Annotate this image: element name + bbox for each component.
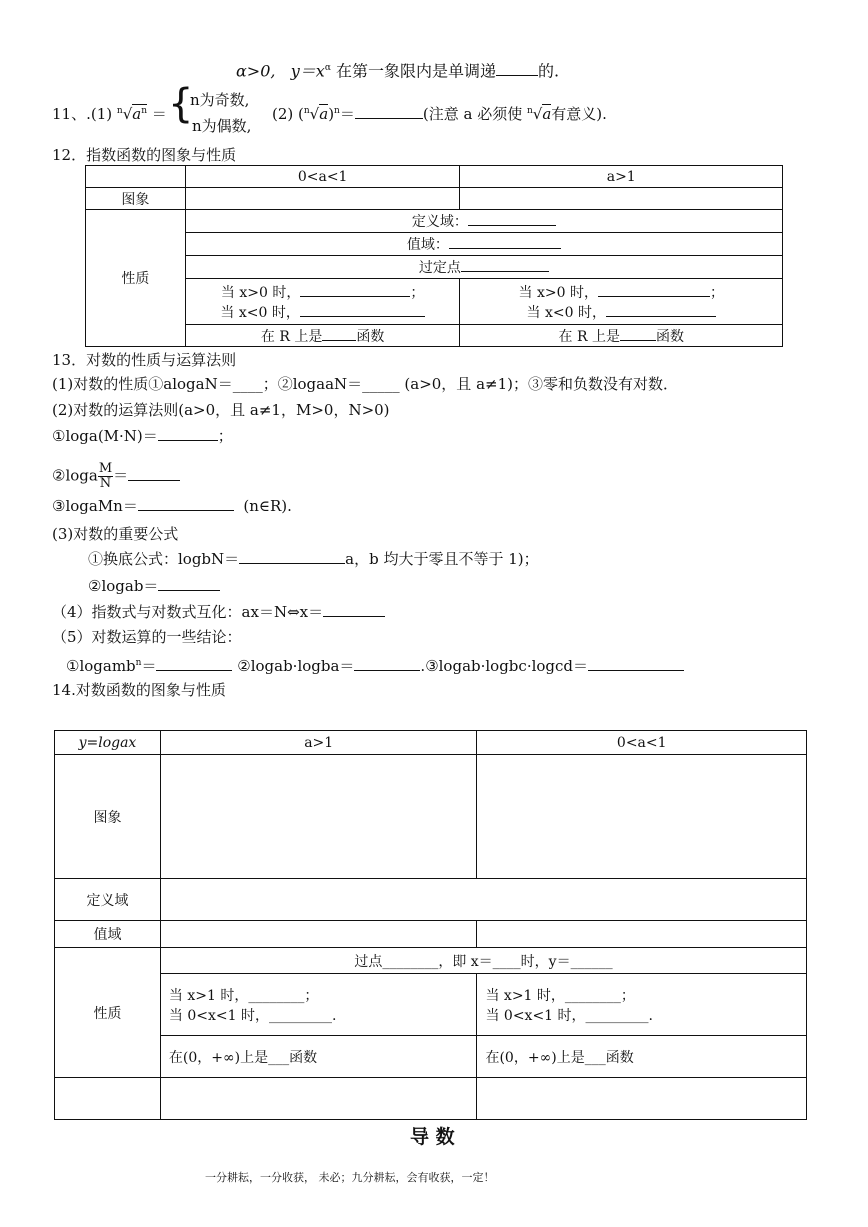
fraction-m-n bbox=[98, 462, 113, 491]
mono-post: 函数 bbox=[655, 328, 684, 345]
q13-p5: （5）对数运算的一些结论： bbox=[52, 628, 242, 646]
blank bbox=[620, 326, 656, 341]
blank bbox=[156, 656, 232, 671]
x-pos-label: 当 x>0 时， bbox=[518, 284, 598, 301]
blank bbox=[468, 211, 556, 226]
empty-cell-1 bbox=[160, 1078, 477, 1120]
mono-pre: 在 R 上是 bbox=[558, 328, 620, 345]
range-cell-2 bbox=[477, 921, 807, 948]
x-pos-label: 当 x>0 时， bbox=[220, 284, 301, 301]
blank bbox=[322, 326, 356, 341]
mono-cell-1 bbox=[185, 325, 460, 347]
f2-label: ②logab＝ bbox=[88, 577, 159, 595]
col-header-a-gt-1: a>1 bbox=[460, 166, 783, 188]
cell-image-2 bbox=[460, 188, 783, 210]
blank bbox=[128, 466, 180, 481]
q13-r1: ①loga(M·N)＝ ； bbox=[52, 427, 233, 445]
q13-p3: (3)对数的重要公式 bbox=[52, 525, 179, 543]
semicolon: ； bbox=[709, 284, 724, 301]
q13-p1: (1)对数的性质①alogaN＝____；②logaaN＝_____ (a>0，且 a≠1)；③零和负数没有对数． bbox=[52, 375, 678, 393]
c3-label: .③logab·logbc·logcd＝ bbox=[420, 657, 589, 675]
r3-end: (n∈R). bbox=[243, 497, 292, 515]
c1-sup: n bbox=[135, 658, 142, 668]
row-label-property: 性质 bbox=[55, 948, 161, 1078]
r3-label: ③logaMn＝ bbox=[52, 497, 138, 515]
log-func-table bbox=[54, 730, 807, 1120]
q13-f1 bbox=[88, 549, 539, 569]
range-cell bbox=[185, 233, 782, 256]
r2-label: ②loga bbox=[52, 466, 98, 485]
blank bbox=[588, 656, 684, 671]
q13-f2 bbox=[88, 576, 220, 596]
q11-odd: n为奇数, bbox=[190, 91, 250, 109]
blank bbox=[354, 656, 420, 671]
q11-brace: { bbox=[168, 81, 194, 127]
p4-label: （4）指数式与对数式互化：ax＝N⇔x＝ bbox=[52, 603, 324, 621]
behavior-cell-1 bbox=[185, 279, 460, 325]
pass-point-cell: 过点________，即 x＝____时，y＝______ bbox=[160, 948, 806, 974]
q11-eq: ＝ bbox=[339, 105, 355, 123]
top-line-sup: α bbox=[324, 63, 331, 73]
blank bbox=[323, 602, 385, 617]
top-line-func: y＝x bbox=[290, 61, 325, 81]
frac-num: M bbox=[98, 461, 113, 476]
behavior-cell-2 bbox=[477, 974, 807, 1036]
f1-label: ①换底公式：logbN＝ bbox=[88, 550, 240, 568]
blank bbox=[239, 549, 345, 564]
blank bbox=[158, 576, 220, 591]
row-label-image: 图象 bbox=[86, 188, 186, 210]
blank bbox=[300, 302, 425, 317]
header-y: y=logax bbox=[55, 731, 161, 755]
q13-p2: (2)对数的运算法则(a>0，且 a≠1，M>0，N>0) bbox=[52, 401, 390, 419]
range-cell-1 bbox=[160, 921, 477, 948]
blank bbox=[158, 426, 218, 441]
top-line bbox=[236, 58, 559, 81]
gt1-text: 当 x>1 时，________； bbox=[485, 987, 635, 1004]
semicolon: ； bbox=[410, 284, 425, 301]
mono-cell-1: 在(0，+∞)上是___函数 bbox=[160, 1036, 477, 1078]
q11-root-expr: $^n√a^n$ bbox=[116, 105, 147, 123]
domain-value-cell bbox=[160, 879, 806, 921]
empty-cell-2 bbox=[477, 1078, 807, 1120]
q13-p4 bbox=[52, 602, 385, 622]
gt1-text: 当 x>1 时，________； bbox=[168, 987, 319, 1004]
col-header-0-a-1: 0<a<1 bbox=[185, 166, 460, 188]
frac-den: N bbox=[99, 476, 112, 491]
q11-line: 11、.(1) $^n√a^n$ ＝ bbox=[52, 105, 167, 123]
q14-title: 14.对数函数的图象与性质 bbox=[52, 681, 226, 699]
q11-part2-label: (2) bbox=[272, 105, 294, 123]
blank bbox=[496, 61, 538, 76]
x-neg-label: 当 x<0 时， bbox=[220, 304, 300, 321]
r1-label: ①loga(M·N)＝ bbox=[52, 427, 158, 445]
x-neg-label: 当 x<0 时， bbox=[526, 304, 606, 321]
graph-cell-1 bbox=[160, 755, 477, 879]
mono-post: 函数 bbox=[356, 328, 385, 345]
q12-title: 12．指数函数的图象与性质 bbox=[52, 146, 237, 164]
range-label: 值域： bbox=[406, 237, 449, 253]
header-0-a-1: 0<a<1 bbox=[477, 731, 807, 755]
mono-pre: 在 R 上是 bbox=[260, 328, 323, 345]
blank bbox=[449, 234, 561, 249]
cell-image-1 bbox=[185, 188, 460, 210]
top-line-cond: α>0, bbox=[236, 61, 276, 81]
row-label-domain: 定义域 bbox=[55, 879, 161, 921]
lt1-text: 当 0<x<1 时，_________. bbox=[168, 1007, 337, 1024]
behavior-cell-1 bbox=[160, 974, 477, 1036]
behavior-cell-2 bbox=[460, 279, 783, 325]
row-label-image: 图象 bbox=[55, 755, 161, 879]
top-line-desc: 在第一象限内是单调递 bbox=[336, 61, 497, 81]
header-a-gt-1: a>1 bbox=[160, 731, 477, 755]
row-label-range: 值域 bbox=[55, 921, 161, 948]
c2-label: ②logab·logba＝ bbox=[237, 657, 355, 675]
q11-prefix: 11、.(1) bbox=[52, 105, 113, 123]
section-title: 导 数 bbox=[410, 1126, 455, 1148]
q13-r3 bbox=[52, 496, 292, 516]
lt1-text: 当 0<x<1 时，_________. bbox=[485, 1007, 653, 1024]
footer-motto: 一分耕耘，一分收获， 未必；九分耕耘，会有收获，一定！ bbox=[205, 1171, 495, 1184]
exp-func-table bbox=[85, 165, 783, 347]
fixed-point-label: 过定点 bbox=[418, 260, 461, 276]
q11-note: (注意 a 必须使 bbox=[422, 105, 523, 123]
cell-empty bbox=[86, 166, 186, 188]
blank bbox=[300, 282, 410, 297]
q11-part2: (2) $(^n√a)^n=$ (注意 a 必须使 $^n$√a有意义). bbox=[272, 105, 607, 123]
q11-even: n为偶数, bbox=[192, 117, 252, 135]
mono-cell-2: 在(0，+∞)上是___函数 bbox=[477, 1036, 807, 1078]
q11-note-end: 有意义). bbox=[551, 105, 607, 123]
mono-cell-2 bbox=[460, 325, 783, 347]
q13-c-line: ①logamb$^n$＝ ②logab·logba＝ .③logab·logbc·logcd＝ bbox=[66, 653, 684, 676]
domain-cell bbox=[185, 210, 782, 233]
blank bbox=[606, 302, 716, 317]
blank bbox=[598, 282, 710, 297]
top-line-end: 的. bbox=[538, 61, 560, 81]
graph-cell-2 bbox=[477, 755, 807, 879]
blank bbox=[461, 257, 549, 272]
q13-r2: ②loga $\frac{M}{N}$ ＝ bbox=[52, 462, 180, 491]
row-label-property: 性质 bbox=[86, 210, 186, 347]
blank bbox=[138, 496, 234, 511]
fixed-point-cell bbox=[185, 256, 782, 279]
empty-cell-0 bbox=[55, 1078, 161, 1120]
domain-label: 定义域： bbox=[411, 214, 468, 230]
blank bbox=[355, 104, 423, 119]
q13-title: 13．对数的性质与运算法则 bbox=[52, 351, 237, 369]
f1-end: a，b 均大于零且不等于 1)； bbox=[345, 550, 539, 568]
c1-label: ①logamb bbox=[66, 657, 136, 675]
